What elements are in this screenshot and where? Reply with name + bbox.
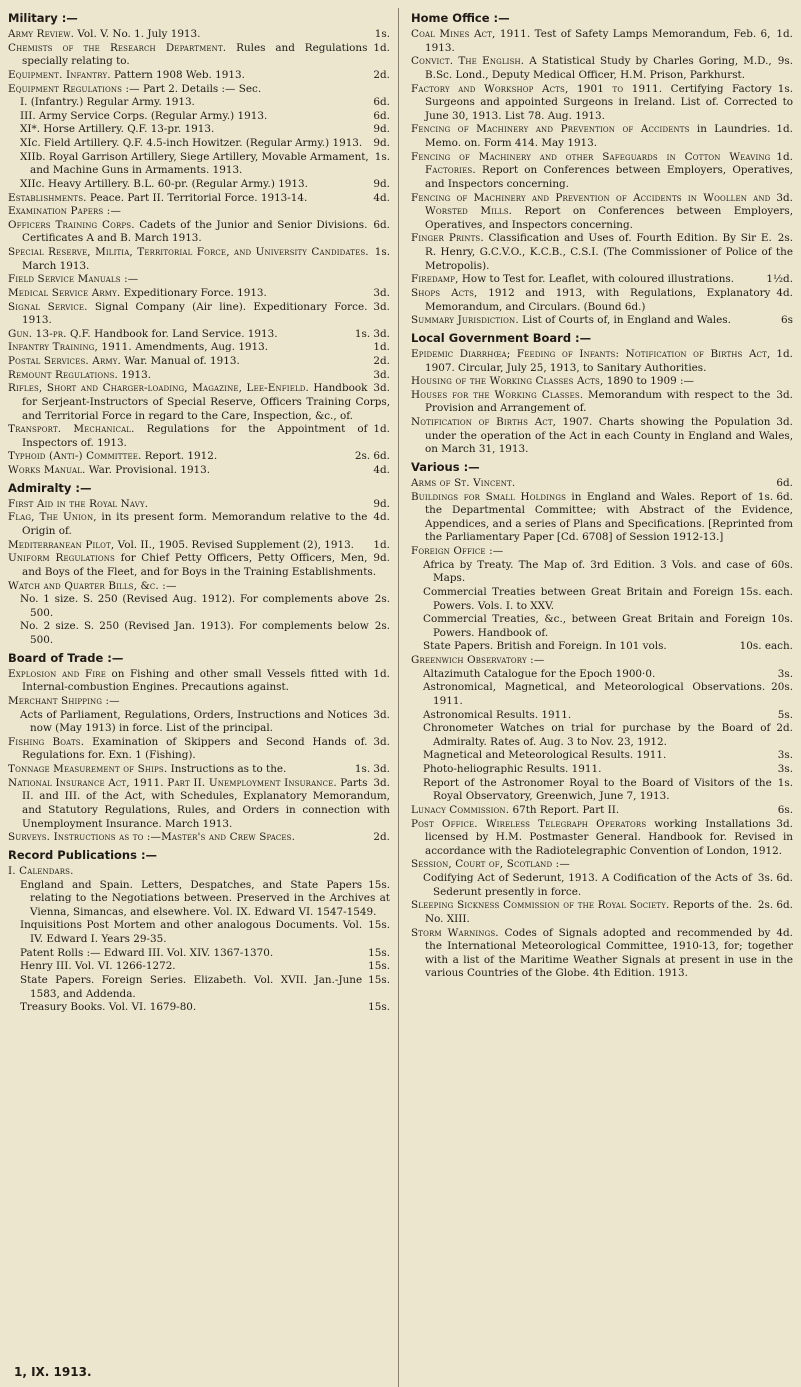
catalogue-entry: [411, 416, 793, 457]
entry-heading: Infantry Training, 1911.: [8, 341, 132, 354]
catalogue-sub-entry: [423, 558, 793, 586]
entry-heading: Postal Services. Army.: [8, 355, 121, 368]
entry-text: Amendments, Aug. 1913.: [135, 341, 269, 354]
entry-text: Expeditionary Force. 1913.: [123, 286, 267, 299]
sub-entry-price: 5s.: [777, 708, 793, 721]
entry-heading: Buildings for Small Holdings: [411, 490, 567, 503]
entry-price: 1d.: [776, 123, 793, 136]
sub-entry-text: XIc. Field Artillery. Q.F. 4.5-inch Howitzer. (Regular Army.) 1913.: [20, 137, 363, 150]
catalogue-sub-entry: [423, 681, 793, 708]
entry-price: 3d.: [776, 817, 793, 830]
entry-text: Part 2. Details :— Sec.: [143, 82, 262, 95]
sub-entry-text: No. 2 size. S. 250 (Revised Jan. 1913). For complements below 500.: [20, 620, 369, 646]
catalogue-sub-entry: [423, 749, 793, 763]
entry-price: 1d.: [776, 28, 793, 41]
section-heading: Home Office :—: [411, 11, 510, 25]
entry-text: Regulations for the Appointment of Inspectors of. 1913.: [22, 423, 368, 449]
entry-heading: Works Manual.: [8, 464, 86, 477]
sub-entry-text: Magnetical and Meteorological Results. 1911.: [423, 749, 667, 762]
entry-price: 2s. 6d.: [757, 899, 793, 912]
catalogue-entry: [411, 926, 793, 982]
sub-entry-text: State Papers. Foreign Series. Elizabeth. Vol. XVII. Jan.-June 1583, and Addenda.: [20, 973, 363, 1000]
entry-text: Examination of Skippers and Second Hands of. Regulations for. Exn. 1 (Fishing).: [22, 735, 368, 762]
entry-text: working Installations licensed by H.M. Postmaster General. Handbook for. Revised in accordance with the Radiotelegraphic Convention of London, 1912.: [425, 817, 793, 857]
section-heading: Military :—: [8, 11, 78, 25]
entry-text: Peace. Part II. Territorial Force. 1913-14.: [89, 191, 308, 204]
catalogue-sub-entry: [423, 708, 793, 723]
right-column: [411, 8, 793, 1387]
entry-text: 67th Report. Part II.: [512, 803, 620, 816]
entry-price: 6d.: [373, 218, 390, 231]
catalogue-sub-entry: [20, 878, 390, 920]
entry-text: A Statistical Study by Charles Goring, M.D., B.Sc. Lond., Deputy Medical Officer, H.M. Prison, Parkhurst.: [425, 55, 772, 81]
sub-entry-text: Report of the Astronomer Royal to the Board of Visitors of the Royal Observatory, Greenwich, June 7, 1913.: [423, 776, 772, 803]
sub-entry-text: I. (Infantry.) Regular Army. 1913.: [20, 96, 195, 109]
entry-heading: Remount Regulations.: [8, 368, 118, 381]
catalogue-entry: [411, 123, 793, 150]
entry-text: Handbook for Serjeant-Instructors of Special Reserve, Officers Training Corps, and Territorial Force in regard to the Care, Inspection, &c., of.: [22, 382, 390, 422]
sub-entry-text: Treasury Books. Vol. VI. 1679-80.: [20, 1001, 197, 1014]
sub-entry-text: XI*. Horse Artillery. Q.F. 13-pr. 1913.: [20, 123, 215, 136]
sub-entry-text: Codifying Act of Sederunt, 1913. A Codification of the Acts of Sederunt presently in force.: [423, 872, 752, 898]
catalogue-entry: [411, 273, 793, 287]
entry-price: 4d.: [776, 286, 793, 299]
catalogue-entry: [411, 654, 793, 668]
entry-text: Report on Conferences between Employers, Operatives, and Inspectors concerning.: [425, 164, 793, 190]
entry-heading: Finger Prints.: [411, 232, 484, 245]
entry-price: 3d.: [373, 368, 390, 381]
entry-price: 1d.: [373, 667, 390, 680]
catalogue-entry: [8, 205, 390, 219]
catalogue-entry: [8, 355, 390, 369]
entry-text: Parts II. and III. of the Act, with Schedules, Explanatory Memorandum, and Statutory Regulations, Rules, and Orders in connection with Unemployment Insurance. March 1913.: [22, 776, 390, 830]
sub-entry-price: 15s. each.: [739, 585, 793, 598]
catalogue-sub-entry: [20, 96, 390, 110]
sub-entry-text: Altazimuth Catalogue for the Epoch 1900·0.: [423, 667, 656, 680]
entry-text: Test of Safety Lamps Memorandum, Feb. 6, 1913.: [425, 28, 771, 54]
catalogue-entry: [8, 763, 390, 777]
catalogue-sub-entry: [20, 708, 390, 736]
sub-entry-price: 6d.: [373, 109, 390, 122]
sub-entry-text: Chronometer Watches on trial for purchase by the Board of Admiralty. Rates of. Aug. 3 to Nov. 23, 1912.: [423, 722, 771, 748]
entry-price: 4d.: [776, 926, 793, 939]
catalogue-entry: [411, 388, 793, 416]
entry-heading: Rifles, Short and Charger-loading, Magazine, Lee-Enfield.: [8, 382, 309, 395]
catalogue-entry: [8, 341, 390, 355]
catalogue-entry: [8, 864, 390, 879]
entry-heading: Flag, The Union,: [8, 511, 97, 524]
sub-entry-text: XIIb. Royal Garrison Artillery, Siege Artillery, Movable Armament, and Machine Guns in Armaments. 1913.: [20, 150, 369, 177]
sub-entry-text: III. Army Service Corps. (Regular Army.) 1913.: [20, 109, 268, 122]
entry-heading: Houses for the Working Classes.: [411, 388, 584, 401]
sub-entry-price: 3s.: [777, 667, 793, 680]
entry-heading: Summary Jurisdiction.: [411, 314, 519, 327]
entry-text: Pattern 1908 Web. 1913.: [114, 68, 245, 81]
sub-entry-price: 3s.: [777, 749, 793, 762]
entry-heading: Epidemic Diarrhœa; Feeding of Infants: Notification of Births Act,: [411, 347, 771, 360]
sub-entry-text: England and Spain. Letters, Despatches, and State Papers relating to the Negotiations between. Preserved in the Archives at Vienna, Simancas, and elsewhere. Vol. IX. Edward VI. 1547-1549.: [20, 878, 390, 918]
entry-price: 1d.: [373, 423, 390, 436]
entry-price: 1s. 3d.: [354, 763, 390, 776]
catalogue-entry: [8, 450, 390, 464]
catalogue-entry: [411, 899, 793, 926]
entry-text: Cadets of the Junior and Senior Divisions. Certificates A and B. March 1913.: [22, 218, 368, 245]
entry-heading: Lunacy Commission.: [411, 803, 510, 816]
entry-heading: Uniform Regulations: [8, 552, 115, 565]
entry-text: Reports of the. No. XIII.: [425, 899, 752, 925]
entry-price: 4d.: [373, 191, 390, 204]
sub-entry-price: 15s.: [368, 973, 390, 986]
entry-heading: Merchant Shipping :—: [8, 694, 120, 707]
entry-text: How to Test for. Leaflet, with coloured illustrations.: [461, 273, 735, 286]
entry-text: Signal Company (Air line). Expeditionary Force. 1913.: [22, 300, 368, 327]
entry-text: Codes of Signals adopted and recommended by the International Meteorological Committee, 1910-13, for; together with a list of the Maritime Weather Signals at present in use in the various Countries of the Globe. 4th Edition. 1913.: [425, 926, 793, 980]
sub-entry-text: Inquisitions Post Mortem and other analogous Documents. Vol. IV. Edward I. Years 29-35.: [20, 919, 363, 945]
catalogue-entry: [8, 246, 390, 273]
entry-text: 1907. Charts showing the Population under the operation of the Act in each County in England and Wales, on March 31, 1913.: [425, 416, 793, 456]
catalogue-entry: [8, 776, 390, 832]
entry-text: March 1913.: [22, 259, 90, 272]
catalogue-entry: [411, 858, 793, 872]
entry-heading: Medical Service Army.: [8, 286, 121, 299]
entry-price: 9d.: [373, 497, 390, 510]
entry-price: 2s.: [777, 232, 793, 245]
entry-price: 1s. 6d.: [757, 490, 793, 503]
entry-heading: Sleeping Sickness Commission of the Royal Society.: [411, 899, 670, 912]
entry-heading: Watch and Quarter Bills, &c. :—: [8, 579, 177, 592]
catalogue-entry: [411, 817, 793, 859]
sub-entry-price: 9d.: [373, 177, 390, 190]
catalogue-entry: [8, 423, 390, 450]
entry-price: 3d.: [373, 286, 390, 299]
sub-entry-text: XIIc. Heavy Artillery. B.L. 60-pr. (Regular Army.) 1913.: [20, 177, 308, 190]
entry-text: 1912 and 1913, with Regulations, Explanatory Memorandum, and Circulars. (Bound 6d.): [425, 286, 771, 313]
sub-entry-price: 2s.: [374, 593, 390, 606]
entry-text: Memorandum with respect to the Provision and Arrangement of.: [425, 388, 771, 415]
catalogue-entry: [411, 232, 793, 273]
entry-heading: Field Service Manuals :—: [8, 273, 139, 286]
catalogue-entry: [411, 28, 793, 55]
sub-entry-price: 10s.: [771, 613, 793, 626]
sub-entry-text: Photo-heliographic Results. 1911.: [423, 763, 602, 776]
entry-heading: Fencing of Machinery and other Safeguards in Cotton Weaving Factories.: [411, 150, 771, 177]
catalogue-sub-entry: [20, 593, 390, 620]
catalogue-sub-entry: [20, 946, 390, 961]
entry-price: 4d.: [373, 464, 390, 477]
entry-price: 3d.: [373, 382, 390, 395]
entry-price: 3d.: [776, 191, 793, 204]
catalogue-entry: [8, 552, 390, 579]
catalogue-entry: [411, 347, 793, 375]
catalogue-entry: [8, 273, 390, 287]
left-column: [8, 8, 399, 1387]
catalogue-entry: [8, 286, 390, 301]
entry-text: 1913.: [121, 368, 152, 381]
sub-entry-text: Astronomical, Magnetical, and Meteorological Observations. 1911.: [423, 681, 766, 707]
sub-entry-price: 1s.: [374, 150, 390, 163]
entry-heading: Tonnage Measurement of Ships.: [8, 763, 168, 776]
entry-price: 9s.: [777, 55, 793, 68]
entry-price: 1d.: [776, 150, 793, 163]
section-heading: Admiralty :—: [8, 480, 92, 495]
entry-heading: Explosion and Fire: [8, 667, 106, 680]
catalogue-entry: [411, 803, 793, 818]
entry-price: 4d.: [373, 511, 390, 524]
entry-price: 1s.: [374, 246, 390, 259]
entry-text: for Chief Petty Officers, Petty Officers, Men, and Boys of the Fleet, and for Boys in the Training Establishments.: [22, 552, 377, 578]
catalogue-sub-entry: [423, 776, 793, 804]
entry-heading: Housing of the Working Classes Acts,: [411, 375, 604, 388]
catalogue-entry: [411, 150, 793, 192]
sub-entry-price: 6d.: [373, 96, 390, 109]
entry-heading: Establishments.: [8, 191, 87, 204]
sub-entry-text: Commercial Treaties, &c., between Great Britain and Foreign Powers. Handbook of.: [423, 613, 766, 639]
catalogue-sub-entry: [20, 109, 390, 124]
sub-entry-text: Patent Rolls :— Edward III. Vol. XIV. 1367-1370.: [20, 946, 274, 959]
entry-text: Handbook for. Land Service. 1913.: [94, 327, 278, 340]
entry-price: 2d.: [373, 831, 390, 844]
entry-heading: Storm Warnings.: [411, 926, 499, 939]
entry-heading: I. Calendars.: [8, 864, 74, 877]
catalogue-entry: [8, 41, 390, 69]
catalogue-entry: [8, 511, 390, 538]
entry-heading: Special Reserve, Militia, Territorial Force, and University Candidates.: [8, 246, 369, 259]
sub-entry-text: Acts of Parliament, Regulations, Orders, Instructions and Notices now (May 1913) in force. List of the principal.: [20, 708, 368, 735]
sub-entry-price: 3s. 6d.: [757, 872, 793, 885]
entry-heading: Examination Papers :—: [8, 205, 121, 218]
catalogue-sub-entry: [423, 667, 793, 682]
sub-entry-price: 15s.: [368, 878, 390, 891]
entry-heading: Post Office. Wireless Telegraph Operators: [411, 817, 647, 830]
entry-text: in England and Wales. Report of the Departmental Committee; with Abstract of the Evidence, Appendices, and a series of Plans and Specifications. [Reprinted from the Parliamentary Paper [Cd. 6708] of Session 1912-13.]: [425, 490, 793, 544]
catalogue-sub-entry: [20, 150, 390, 178]
sub-entry-text: Africa by Treaty. The Map of. 3rd Edition. 3 Vols. and case of Maps.: [423, 558, 766, 585]
sub-entry-price: 1s.: [777, 776, 793, 789]
entry-text: Classification and Uses of. Fourth Edition. By Sir E. R. Henry, G.C.V.O., K.C.B., C.S.I. (The Commissioner of Police of the Metropolis).: [425, 232, 793, 272]
catalogue-entry: [8, 68, 390, 83]
catalogue-entry: [8, 327, 390, 342]
sub-entry-price: 3d.: [373, 708, 390, 721]
entry-heading: Fishing Boats.: [8, 735, 85, 748]
catalogue-entry: [411, 191, 793, 233]
catalogue-entry: [411, 490, 793, 546]
entry-heading: Equipment Regulations :—: [8, 82, 140, 95]
sub-entry-text: Astronomical Results. 1911.: [423, 708, 572, 721]
catalogue-entry: [8, 28, 390, 42]
entry-text: 1890 to 1909 :—: [606, 375, 694, 388]
entry-heading: Shops Acts,: [411, 286, 478, 299]
sub-entry-price: 15s.: [368, 960, 390, 973]
entry-price: 3d.: [776, 416, 793, 428]
entry-heading: Army Review.: [8, 28, 75, 41]
entry-heading: Fencing of Machinery and Prevention of Accidents: [411, 123, 690, 136]
sub-entry-price: 15s.: [368, 1001, 390, 1014]
entry-heading: Foreign Office :—: [411, 545, 504, 558]
entry-heading: Transport. Mechanical.: [8, 423, 135, 436]
catalogue-entry: [8, 667, 390, 695]
catalogue-sub-entry: [423, 613, 793, 640]
catalogue-entry: [8, 735, 390, 763]
entry-price: 6s.: [777, 803, 793, 816]
sub-entry-price: 2d.: [776, 722, 793, 735]
entry-price: 1d.: [373, 538, 390, 551]
catalogue-entry: [411, 314, 793, 328]
sub-entry-price: 2s.: [374, 620, 390, 633]
catalogue-entry: [411, 476, 793, 491]
entry-text: List of Courts of, in England and Wales.: [522, 314, 731, 327]
entry-heading: Surveys. Instructions as to :—Master's and Crew Spaces.: [8, 831, 296, 844]
entry-text: 1907. Circular, July 25, 1913, to Sanitary Authorities.: [425, 361, 707, 374]
section-heading: Record Publications :—: [8, 847, 158, 862]
entry-heading: Factory and Workshop Acts, 1901 to 1911.: [411, 82, 663, 95]
entry-text: War. Manual of. 1913.: [124, 355, 240, 368]
catalogue-sub-entry: [20, 137, 390, 151]
entry-price: 3d.: [776, 388, 793, 401]
catalogue-entry: [8, 218, 390, 246]
entry-price: 9d.: [373, 552, 390, 565]
entry-price: 2d.: [373, 68, 390, 81]
catalogue-entry: [8, 191, 390, 206]
entry-price: 1½d.: [766, 273, 793, 286]
catalogue-sub-entry: [20, 123, 390, 137]
sub-entry-price: 20s.: [771, 681, 793, 694]
catalogue-entry: [8, 82, 390, 97]
entry-price: 3d.: [373, 776, 390, 789]
sub-entry-text: State Papers. British and Foreign. In 101 vols.: [423, 640, 667, 653]
catalogue-sub-entry: [20, 620, 390, 647]
section-heading: Local Government Board :—: [411, 330, 592, 345]
entry-text: Vol. II., 1905. Revised Supplement (2), 1913.: [117, 538, 354, 551]
entry-heading: Coal Mines Act, 1911.: [411, 28, 531, 41]
catalogue-sub-entry: [423, 722, 793, 749]
entry-heading: First Aid in the Royal Navy.: [8, 497, 149, 510]
entry-heading: Signal Service.: [8, 300, 88, 313]
sub-entry-text: Henry III. Vol. VI. 1266-1272.: [20, 960, 176, 973]
catalogue-entry: [8, 300, 390, 328]
sub-entry-price: 15s.: [368, 919, 390, 932]
catalogue-sub-entry: [423, 640, 793, 654]
entry-heading: Notification of Births Act,: [411, 416, 557, 428]
catalogue-sub-entry: [423, 872, 793, 899]
entry-heading: Fencing of Machinery and Prevention of Accidents in Woollen and Worsted Mills.: [411, 191, 771, 218]
entry-price: 2s. 6d.: [354, 450, 390, 463]
sub-entry-price: 9d.: [373, 123, 390, 136]
sub-entry-price: 3s.: [777, 763, 793, 776]
entry-price: 1d.: [776, 347, 793, 360]
catalogue-sub-entry: [20, 960, 390, 974]
entry-heading: Equipment. Infantry.: [8, 68, 111, 81]
catalogue-entry: [411, 82, 793, 124]
entry-heading: National Insurance Act, 1911. Part II. Unemployment Insurance.: [8, 776, 337, 789]
section-heading: Various :—: [411, 459, 480, 474]
entry-text: in Laundries. Memo. on. Form 414. May 1913.: [425, 123, 771, 150]
sub-entry-text: No. 1 size. S. 250 (Revised Aug. 1912). For complements above 500.: [20, 593, 369, 619]
entry-price: 1d.: [373, 41, 390, 54]
catalogue-entry: [8, 694, 390, 709]
page-footer-date: 1, IX. 1913.: [14, 1365, 92, 1379]
entry-text: War. Provisional. 1913.: [88, 464, 211, 477]
entry-text: Certifying Factory Surgeons and appointed Surgeons in Ireland. List of. Corrected to June 30, 1913. List 78. Aug. 1913.: [425, 82, 793, 122]
sub-entry-text: Commercial Treaties between Great Britain and Foreign Powers. Vols. I. to XXV.: [423, 585, 734, 612]
catalogue-entry: [411, 375, 793, 389]
catalogue-sub-entry: [20, 177, 390, 192]
entry-heading: Greenwich Observatory :—: [411, 654, 545, 667]
sub-entry-price: 15s.: [368, 946, 390, 959]
entry-price: 6s: [781, 314, 793, 327]
entry-price: 1s.: [777, 82, 793, 95]
catalogue-entry: [411, 286, 793, 314]
catalogue-sub-entry: [20, 973, 390, 1001]
catalogue-sub-entry: [20, 1001, 390, 1015]
catalogue-entry: [8, 579, 390, 594]
entry-heading: Session, Court of, Scotland :—: [411, 858, 570, 871]
section-heading: Board of Trade :—: [8, 650, 124, 665]
catalogue-sub-entry: [20, 919, 390, 946]
entry-text: in its present form. Memorandum relative to the Origin of.: [22, 511, 368, 537]
entry-price: 6d.: [776, 476, 793, 489]
entry-text: on Fishing and other small Vessels fitted with Internal-combustion Engines. Precautions against.: [22, 667, 368, 694]
entry-text: Rules and Regulations specially relating to.: [22, 41, 368, 68]
entry-price: 2d.: [373, 355, 390, 368]
catalogue-entry: [411, 545, 793, 559]
entry-price: 1s. 3d.: [354, 327, 390, 340]
entry-text: Vol. V. No. 1. July 1913.: [77, 28, 201, 41]
entry-heading: Arms of St. Vincent.: [411, 476, 516, 489]
catalogue-entry: [8, 538, 390, 553]
entry-heading: Gun. 13-pr. Q.F.: [8, 327, 91, 340]
catalogue-entry: [8, 831, 390, 845]
entry-price: 3d.: [373, 735, 390, 748]
entry-price: 3d.: [373, 300, 390, 313]
entry-heading: Officers Training Corps.: [8, 218, 135, 231]
sub-entry-price: 10s. each.: [739, 640, 793, 653]
catalogue-entry: [8, 497, 390, 512]
entry-text: Instructions as to the.: [170, 763, 287, 776]
entry-text: Report on Conferences between Employers, Operatives, and Inspectors concerning.: [425, 205, 793, 231]
entry-heading: Convict. The English.: [411, 55, 525, 68]
entry-price: 1s.: [374, 28, 390, 41]
entry-price: 1d.: [373, 341, 390, 354]
sub-entry-price: 9d.: [373, 137, 390, 150]
entry-heading: Typhoid (Anti-) Committee.: [8, 450, 142, 463]
entry-heading: Firedamp,: [411, 273, 459, 286]
catalogue-sub-entry: [423, 763, 793, 777]
catalogue-entry: [8, 382, 390, 423]
catalogue-entry: [8, 464, 390, 478]
catalogue-entry: [411, 55, 793, 82]
catalogue-entry: [8, 368, 390, 383]
catalogue-sub-entry: [423, 585, 793, 613]
entry-heading: Mediterranean Pilot,: [8, 538, 115, 551]
entry-text: Report. 1912.: [144, 450, 218, 463]
sub-entry-price: 60s.: [771, 558, 793, 571]
entry-heading: Chemists of the Research Department.: [8, 41, 227, 54]
